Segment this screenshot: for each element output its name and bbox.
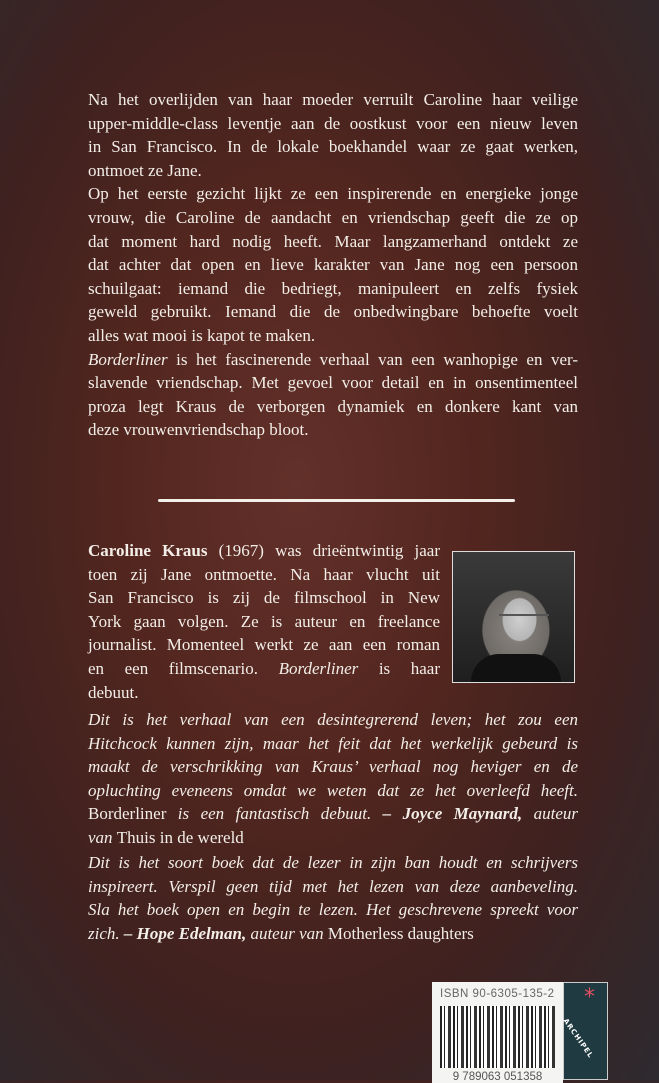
text-line (88, 253, 578, 277)
text-segment: auteur (522, 804, 578, 824)
text-segment: auteur van (246, 923, 328, 943)
text-line (88, 633, 440, 657)
text-line (88, 418, 578, 442)
text-segment: Borderliner (278, 658, 359, 678)
text-segment: York gaan volgen. Ze is auteur en freelance (88, 611, 440, 631)
text-segment: toen zij Jane ontmoette. Na haar vlucht uit (88, 564, 440, 584)
barcode-bars (440, 1006, 555, 1068)
text-line (88, 755, 578, 779)
text-line (88, 610, 440, 634)
review-quote-edelman (88, 851, 578, 945)
text-segment: Op het eerste gezicht lijkt ze een inspirerende en energieke jonge (88, 184, 578, 204)
text-segment: debuut. (88, 682, 139, 702)
text-segment: vrouw, die Caroline de aandacht en vriendschap geeft die ze op (88, 207, 578, 227)
text-segment: opluchting eveneens omdat we weten dat ze het overleefd heeft. (88, 780, 578, 800)
barcode (432, 982, 563, 1083)
text-line (88, 135, 578, 159)
review-quote-maynard (88, 708, 578, 850)
text-segment: proza legt Kraus de verborgen dynamiek en donkere kant van (88, 396, 578, 416)
text-segment: zich. (88, 923, 124, 943)
text-segment: dat achter dat open en lieve karakter van Jane nog een persoon (88, 255, 578, 275)
text-line (88, 300, 578, 324)
text-line (88, 182, 578, 206)
text-line (88, 851, 578, 875)
text-line (88, 826, 578, 850)
text-line (88, 348, 578, 372)
text-line (88, 708, 578, 732)
text-segment: – Joyce Maynard, (382, 804, 523, 824)
text-segment: alles wat mooi is kapot te maken. (88, 325, 316, 345)
blurb-text (88, 88, 578, 442)
text-line (88, 681, 440, 705)
divider (158, 499, 515, 502)
text-line (88, 88, 578, 112)
text-segment: upper-middle-class leventje aan de oostkust voor een nieuw leven (88, 113, 578, 133)
text-line (88, 779, 578, 803)
text-segment: San Francisco is zij de filmschool in New (88, 588, 440, 608)
text-segment: journalist. Momenteel werkt ze aan een roman (88, 635, 440, 655)
text-segment: Motherless daughters (327, 923, 474, 943)
text-segment: – Hope Edelman, (123, 923, 247, 943)
text-segment: schuilgaat: iemand die bedriegt, manipuleert en zelfs fysiek (88, 278, 578, 298)
text-line (88, 898, 578, 922)
text-segment: en een filmscenario. (88, 658, 279, 678)
text-segment: Borderliner (88, 349, 168, 369)
text-segment: Dit is het soort boek dat de lezer in zijn ban houdt en schrijvers (88, 853, 578, 872)
text-line (88, 657, 440, 681)
text-line (88, 586, 440, 610)
text-line (88, 732, 578, 756)
text-segment: deze vrouwenvriendschap bloot. (88, 420, 309, 440)
text-segment: Sla het boek open en begin te lezen. Het geschrevene spreekt voor (88, 900, 578, 920)
text-line (88, 324, 578, 348)
text-segment: is het fascinerende verhaal van een wanhopige en ver- (167, 349, 578, 369)
text-segment: is een fantastisch debuut. (177, 804, 383, 824)
text-segment: inspireert. Verspil geen tijd met het lezen van deze aanbeveling. (88, 876, 578, 896)
text-line (88, 277, 578, 301)
text-segment: is haar (358, 658, 441, 678)
author-photo (452, 551, 575, 683)
text-segment: van (88, 827, 117, 847)
author-bio (88, 539, 440, 704)
text-line (88, 539, 440, 563)
text-line (88, 159, 578, 183)
text-segment: in San Francisco. In de lokale boekhandel waar ze gaat werken, (88, 137, 578, 157)
text-line (88, 371, 578, 395)
text-line (88, 206, 578, 230)
text-line (88, 922, 578, 946)
publisher-name: ARCHIPEL (561, 1017, 595, 1060)
text-segment: (1967) was drieëntwintig jaar (207, 541, 440, 560)
text-segment: geweld gebruikt. Iemand die de onbedwingbare behoefte voelt (88, 302, 578, 322)
text-segment: Na het overlijden van haar moeder verruilt Caroline haar veilige (88, 90, 578, 109)
text-segment: Borderliner (88, 804, 178, 824)
text-line (88, 230, 578, 254)
text-segment: Hitchcock kunnen zijn, maar het feit dat het werkelijk gebeurd is (88, 733, 578, 753)
isbn-label: ISBN 90-6305-135-2 (440, 988, 555, 1000)
text-line (88, 875, 578, 899)
text-line (88, 395, 578, 419)
asterisk-icon: * (584, 985, 595, 1010)
ean-number: 9 789063 051358 (432, 1071, 563, 1083)
text-segment: ontmoet ze Jane. (88, 160, 202, 180)
text-segment: Dit is het verhaal van een desintegrerend leven; het zou een (88, 710, 578, 729)
text-line (88, 112, 578, 136)
text-segment: Caroline Kraus (88, 541, 208, 560)
text-segment: slavende vriendschap. Met gevoel voor detail en in onsentimenteel (88, 373, 578, 393)
text-line (88, 802, 578, 826)
text-segment: maakt de verschrikking van Kraus’ verhaal nog heviger en de (88, 757, 578, 777)
text-segment: dat moment hard nodig heeft. Maar langzamerhand ontdekt ze (88, 231, 578, 251)
text-segment: Thuis in de wereld (116, 827, 244, 847)
publisher-logo (563, 982, 608, 1080)
text-line (88, 563, 440, 587)
